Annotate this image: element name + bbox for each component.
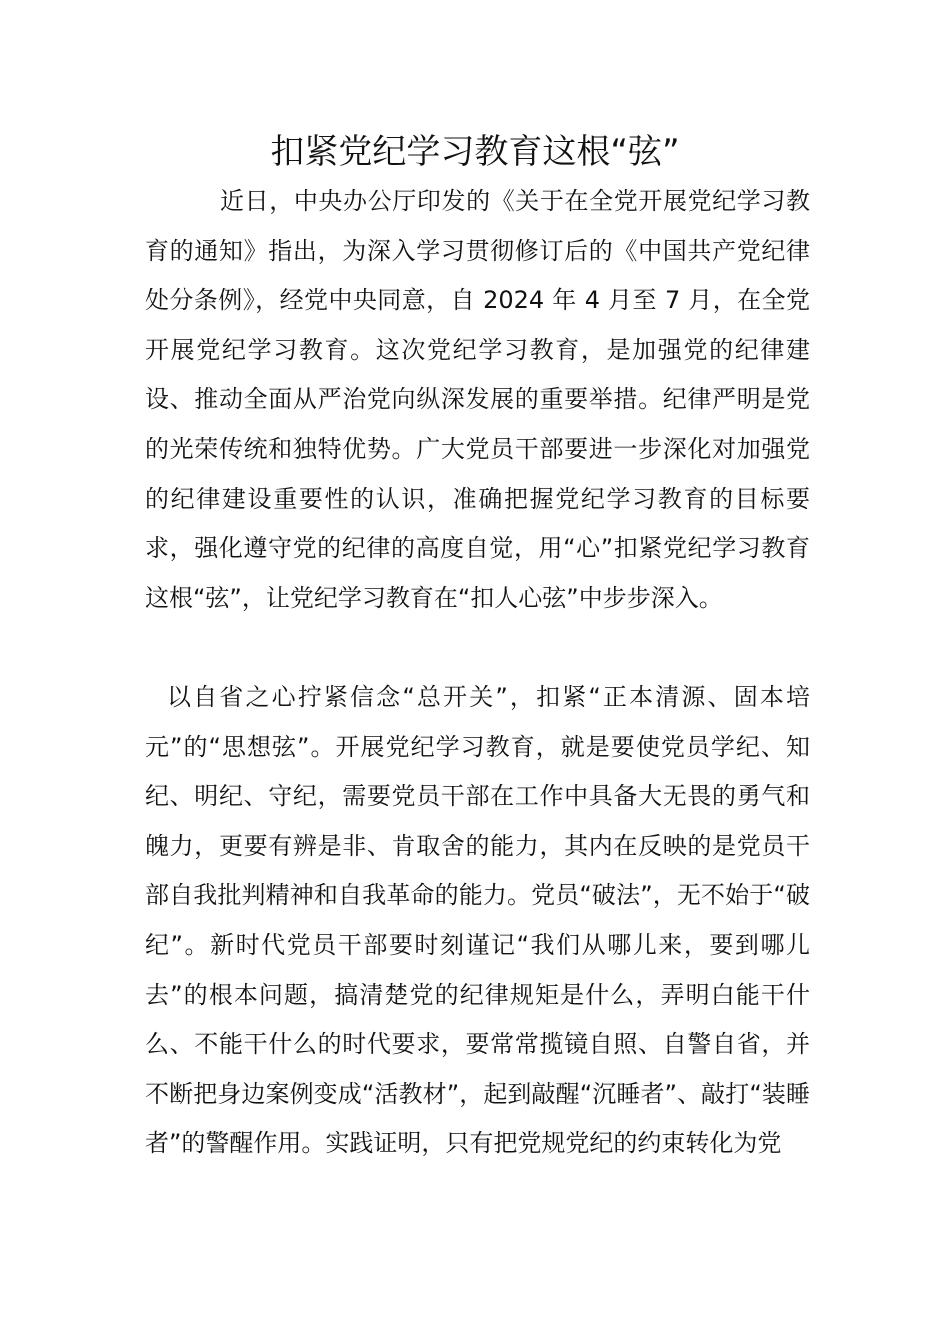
paragraph-1: 近日，中央办公厅印发的《关于在全党开展党纪学习教育的通知》指出，为深入学习贯彻修订后的《中国共产党纪律处分条例》，经党中央同意，自 2024 年 4 月至 7 月，在全党开展党纪学习教育。这次党纪学习教育，是加强党的纪律建设、推动全面从严治党向纵深发展的重要举措。纪律严明是党的光荣传统和独特优势。广大党员干部要进一步深化对加强党的纪律建设重要性的认识，准确把握党纪学习教育的目标要求，强化遵守党的纪律的高度自觉，用“心”扣紧党纪学习教育这根“弦”，让党纪学习教育在“扣人心弦”中步步深入。 xyxy=(145,187,810,612)
paragraph-2: 以自省之心拧紧信念“总开关”，扣紧“正本清源、固本培元”的“思想弦”。开展党纪学习教育，就是要使党员学纪、知纪、明纪、守纪，需要党员干部在工作中具备大无畏的勇气和魄力，更要有辨是非、肯取舍的能力，其内在反映的是党员干部自我批判精神和自我革命的能力。党员“破法”，无不始于“破纪”。新时代党员干部要时刻谨记“我们从哪儿来，要到哪儿去”的根本问题，搞清楚党的纪律规矩是什么，弄明白能干什么、不能干什么的时代要求，要常常揽镜自照、自警自省，并不断把身边案例变成“活教材”，起到敲醒“沉睡者”、敲打“装睡者”的警醒作用。实践证明，只有把党规党纪的约束转化为党 xyxy=(145,683,810,1158)
document-title: 扣紧党纪学习教育这根“弦” xyxy=(270,132,680,172)
